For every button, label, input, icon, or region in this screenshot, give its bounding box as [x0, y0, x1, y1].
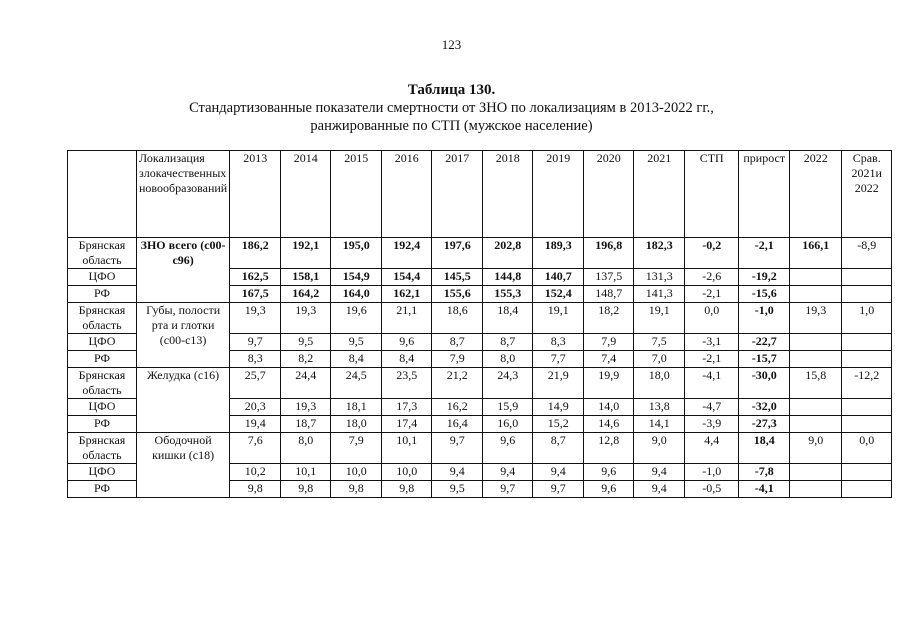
- value-cell: 8,7: [533, 433, 584, 464]
- value-cell: 18,7: [281, 416, 331, 433]
- value-2022-cell: [790, 269, 842, 286]
- compare-cell: [842, 399, 892, 416]
- value-cell: 145,5: [432, 269, 483, 286]
- stp-cell: -2,6: [685, 269, 739, 286]
- stp-cell: -0,5: [685, 481, 739, 498]
- growth-cell: -2,1: [739, 238, 790, 269]
- value-cell: 8,7: [483, 334, 533, 351]
- compare-cell: -8,9: [842, 238, 892, 269]
- compare-cell: 0,0: [842, 433, 892, 464]
- value-cell: 155,3: [483, 286, 533, 303]
- value-cell: 9,6: [584, 481, 634, 498]
- table-row: [68, 303, 892, 334]
- value-cell: 197,6: [432, 238, 483, 269]
- value-cell: 196,8: [584, 238, 634, 269]
- value-cell: 202,8: [483, 238, 533, 269]
- value-cell: 182,3: [634, 238, 685, 269]
- value-cell: 10,1: [382, 433, 432, 464]
- value-cell: 9,4: [533, 464, 584, 481]
- value-cell: 17,3: [382, 399, 432, 416]
- value-cell: 186,2: [230, 238, 281, 269]
- value-cell: 10,1: [281, 464, 331, 481]
- value-cell: 19,9: [584, 368, 634, 399]
- compare-cell: [842, 416, 892, 433]
- mortality-table: [67, 150, 892, 498]
- value-cell: 7,6: [230, 433, 281, 464]
- value-cell: 19,3: [281, 399, 331, 416]
- value-cell: 9,7: [432, 433, 483, 464]
- stp-cell: -4,7: [685, 399, 739, 416]
- value-cell: 8,0: [483, 351, 533, 368]
- value-cell: 131,3: [634, 269, 685, 286]
- value-2022-cell: [790, 464, 842, 481]
- growth-cell: -22,7: [739, 334, 790, 351]
- header-row: [68, 151, 892, 238]
- value-cell: 154,4: [382, 269, 432, 286]
- value-cell: 8,4: [331, 351, 382, 368]
- value-cell: 192,4: [382, 238, 432, 269]
- subtitle-line-2: ранжированные по СТП (мужское население): [310, 118, 593, 134]
- stp-cell: -3,1: [685, 334, 739, 351]
- compare-cell: [842, 351, 892, 368]
- region-cell: Брянская область: [68, 368, 137, 399]
- value-cell: 189,3: [533, 238, 584, 269]
- value-cell: 164,2: [281, 286, 331, 303]
- value-cell: 7,9: [432, 351, 483, 368]
- value-cell: 144,8: [483, 269, 533, 286]
- stp-cell: -0,2: [685, 238, 739, 269]
- value-cell: 24,3: [483, 368, 533, 399]
- region-cell: РФ: [68, 286, 137, 303]
- value-cell: 19,4: [230, 416, 281, 433]
- value-cell: 9,8: [382, 481, 432, 498]
- value-cell: 24,5: [331, 368, 382, 399]
- value-cell: 7,7: [533, 351, 584, 368]
- stp-cell: -1,0: [685, 464, 739, 481]
- value-cell: 9,8: [331, 481, 382, 498]
- region-cell: Брянская область: [68, 238, 137, 269]
- header-2022: 2022: [790, 151, 842, 238]
- compare-cell: [842, 334, 892, 351]
- value-cell: 9,6: [382, 334, 432, 351]
- value-cell: 155,6: [432, 286, 483, 303]
- value-2022-cell: [790, 481, 842, 498]
- value-cell: 9,7: [230, 334, 281, 351]
- table-row: [68, 368, 892, 399]
- value-2022-cell: 19,3: [790, 303, 842, 334]
- value-cell: 18,0: [634, 368, 685, 399]
- value-2022-cell: 166,1: [790, 238, 842, 269]
- value-cell: 9,4: [432, 464, 483, 481]
- value-cell: 162,1: [382, 286, 432, 303]
- compare-cell: 1,0: [842, 303, 892, 334]
- value-cell: 23,5: [382, 368, 432, 399]
- localization-cell: ЗНО всего (с00-с96): [137, 238, 230, 303]
- growth-cell: -30,0: [739, 368, 790, 399]
- value-cell: 10,2: [230, 464, 281, 481]
- localization-cell: Желудка (с16): [137, 368, 230, 433]
- page-number: 123: [441, 37, 462, 52]
- region-cell: Брянская область: [68, 303, 137, 334]
- value-cell: 16,2: [432, 399, 483, 416]
- growth-cell: -27,3: [739, 416, 790, 433]
- value-cell: 164,0: [331, 286, 382, 303]
- value-cell: 10,0: [382, 464, 432, 481]
- value-cell: 19,3: [281, 303, 331, 334]
- growth-cell: -19,2: [739, 269, 790, 286]
- value-cell: 158,1: [281, 269, 331, 286]
- localization-cell: Губы, полости рта и глотки (с00-с13): [137, 303, 230, 368]
- value-cell: 25,7: [230, 368, 281, 399]
- value-2022-cell: [790, 416, 842, 433]
- value-cell: 9,5: [331, 334, 382, 351]
- value-cell: 21,9: [533, 368, 584, 399]
- value-cell: 14,6: [584, 416, 634, 433]
- value-cell: 14,0: [584, 399, 634, 416]
- region-cell: РФ: [68, 481, 137, 498]
- value-cell: 140,7: [533, 269, 584, 286]
- value-cell: 8,3: [533, 334, 584, 351]
- compare-cell: [842, 286, 892, 303]
- value-2022-cell: [790, 351, 842, 368]
- stp-cell: -3,9: [685, 416, 739, 433]
- value-cell: 8,3: [230, 351, 281, 368]
- value-cell: 8,4: [382, 351, 432, 368]
- growth-cell: -1,0: [739, 303, 790, 334]
- value-cell: 9,8: [230, 481, 281, 498]
- header-2018: 2018: [483, 151, 533, 238]
- header-2013: 2013: [230, 151, 281, 238]
- table-title: Таблица 130.: [407, 82, 496, 98]
- value-cell: 7,9: [331, 433, 382, 464]
- value-cell: 16,0: [483, 416, 533, 433]
- value-cell: 9,8: [281, 481, 331, 498]
- header-region: [68, 151, 137, 238]
- region-cell: РФ: [68, 416, 137, 433]
- stp-cell: -2,1: [685, 351, 739, 368]
- value-cell: 16,4: [432, 416, 483, 433]
- header-2020: 2020: [584, 151, 634, 238]
- value-cell: 9,7: [533, 481, 584, 498]
- growth-cell: -15,7: [739, 351, 790, 368]
- value-cell: 9,6: [483, 433, 533, 464]
- compare-cell: [842, 269, 892, 286]
- region-cell: РФ: [68, 351, 137, 368]
- value-cell: 19,3: [230, 303, 281, 334]
- growth-cell: -15,6: [739, 286, 790, 303]
- table-row: [68, 238, 892, 269]
- value-cell: 8,0: [281, 433, 331, 464]
- value-cell: 18,1: [331, 399, 382, 416]
- value-cell: 18,6: [432, 303, 483, 334]
- value-cell: 15,9: [483, 399, 533, 416]
- stp-cell: 0,0: [685, 303, 739, 334]
- value-cell: 14,9: [533, 399, 584, 416]
- value-2022-cell: 15,8: [790, 368, 842, 399]
- table-row: [68, 433, 892, 464]
- region-cell: ЦФО: [68, 334, 137, 351]
- value-cell: 7,5: [634, 334, 685, 351]
- value-cell: 152,4: [533, 286, 584, 303]
- value-cell: 19,1: [533, 303, 584, 334]
- header-2019: 2019: [533, 151, 584, 238]
- value-cell: 8,2: [281, 351, 331, 368]
- value-cell: 9,5: [281, 334, 331, 351]
- value-cell: 9,4: [634, 464, 685, 481]
- header-compare: Срав. 2021и 2022: [842, 151, 892, 238]
- header-2017: 2017: [432, 151, 483, 238]
- growth-cell: -32,0: [739, 399, 790, 416]
- value-cell: 148,7: [584, 286, 634, 303]
- region-cell: ЦФО: [68, 269, 137, 286]
- value-cell: 7,0: [634, 351, 685, 368]
- growth-cell: -4,1: [739, 481, 790, 498]
- compare-cell: [842, 481, 892, 498]
- header-stp: СТП: [685, 151, 739, 238]
- value-cell: 9,0: [634, 433, 685, 464]
- region-cell: ЦФО: [68, 399, 137, 416]
- localization-cell: Ободочной кишки (с18): [137, 433, 230, 498]
- compare-cell: -12,2: [842, 368, 892, 399]
- value-cell: 9,5: [432, 481, 483, 498]
- header-2016: 2016: [382, 151, 432, 238]
- header-growth: прирост: [739, 151, 790, 238]
- value-cell: 7,9: [584, 334, 634, 351]
- value-cell: 14,1: [634, 416, 685, 433]
- value-cell: 162,5: [230, 269, 281, 286]
- value-2022-cell: [790, 399, 842, 416]
- value-cell: 18,0: [331, 416, 382, 433]
- value-2022-cell: 9,0: [790, 433, 842, 464]
- growth-cell: -7,8: [739, 464, 790, 481]
- value-cell: 167,5: [230, 286, 281, 303]
- value-cell: 21,2: [432, 368, 483, 399]
- value-cell: 18,2: [584, 303, 634, 334]
- value-cell: 9,6: [584, 464, 634, 481]
- value-cell: 141,3: [634, 286, 685, 303]
- header-2015: 2015: [331, 151, 382, 238]
- header-2021: 2021: [634, 151, 685, 238]
- value-cell: 17,4: [382, 416, 432, 433]
- value-cell: 9,4: [634, 481, 685, 498]
- region-cell: ЦФО: [68, 464, 137, 481]
- stp-cell: -4,1: [685, 368, 739, 399]
- value-cell: 9,4: [483, 464, 533, 481]
- growth-cell: 18,4: [739, 433, 790, 464]
- header-localization: Локализация злокачественных новообразований: [137, 151, 230, 238]
- value-cell: 13,8: [634, 399, 685, 416]
- value-cell: 19,6: [331, 303, 382, 334]
- value-cell: 18,4: [483, 303, 533, 334]
- value-2022-cell: [790, 334, 842, 351]
- value-cell: 19,1: [634, 303, 685, 334]
- value-cell: 12,8: [584, 433, 634, 464]
- compare-cell: [842, 464, 892, 481]
- value-2022-cell: [790, 286, 842, 303]
- value-cell: 20,3: [230, 399, 281, 416]
- stp-cell: -2,1: [685, 286, 739, 303]
- value-cell: 154,9: [331, 269, 382, 286]
- value-cell: 24,4: [281, 368, 331, 399]
- region-cell: Брянская область: [68, 433, 137, 464]
- value-cell: 195,0: [331, 238, 382, 269]
- value-cell: 137,5: [584, 269, 634, 286]
- value-cell: 21,1: [382, 303, 432, 334]
- value-cell: 10,0: [331, 464, 382, 481]
- subtitle-line-1: Стандартизованные показатели смертности от ЗНО по локализациям в 2013-2022 гг.,: [189, 100, 714, 116]
- header-2014: 2014: [281, 151, 331, 238]
- value-cell: 9,7: [483, 481, 533, 498]
- value-cell: 8,7: [432, 334, 483, 351]
- value-cell: 7,4: [584, 351, 634, 368]
- value-cell: 192,1: [281, 238, 331, 269]
- value-cell: 15,2: [533, 416, 584, 433]
- table-subtitle: [0, 99, 903, 135]
- stp-cell: 4,4: [685, 433, 739, 464]
